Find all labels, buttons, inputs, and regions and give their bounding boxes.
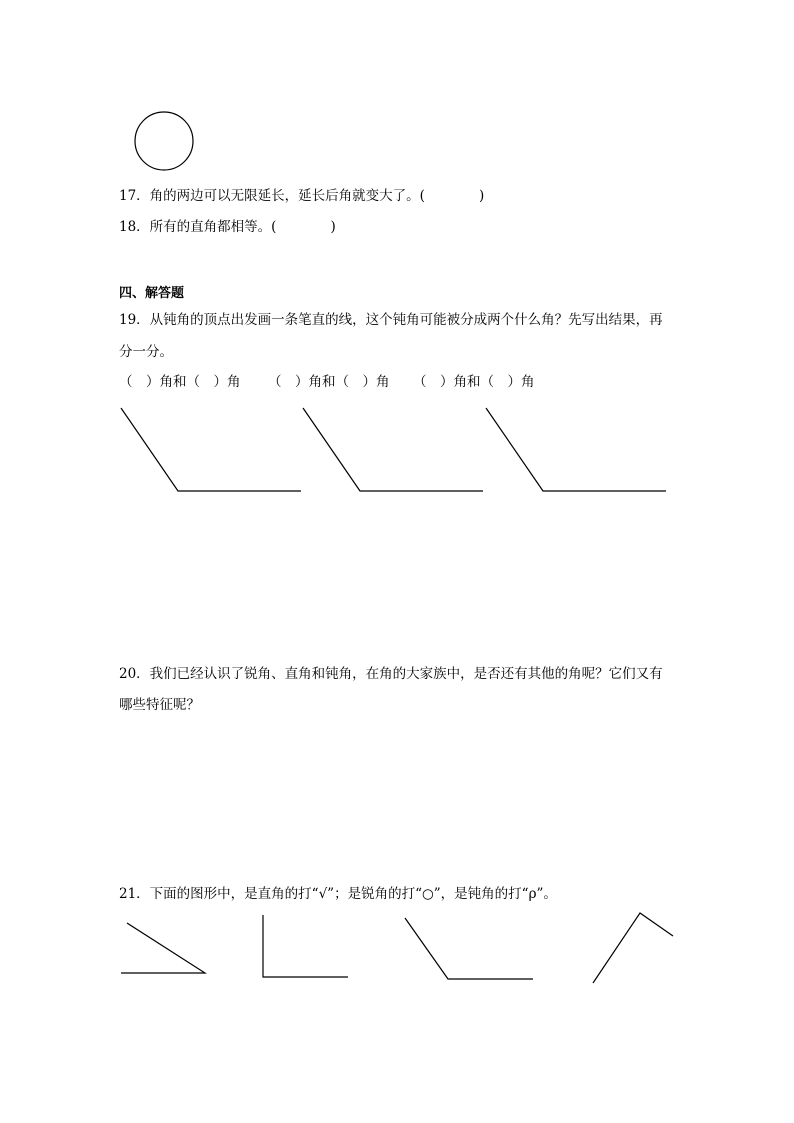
obtuse-angle-figure-1 xyxy=(121,408,301,491)
section-heading-answers: 四、解答题 xyxy=(119,286,185,301)
circle-figure xyxy=(135,112,193,170)
question-21: 21．下面的图形中，是直角的打“√”；是锐角的打“○”，是钝角的打“ρ”。 xyxy=(119,886,557,902)
angle-figure-obtuse-tilted xyxy=(593,913,673,983)
angle-figure-acute xyxy=(121,923,205,973)
question-20-line1: 20．我们已经认识了锐角、直角和钝角，在角的大家族中，是否还有其他的角呢？它们又有 xyxy=(119,666,663,682)
question-18: 18．所有的直角都相等。( ) xyxy=(119,219,336,235)
obtuse-angle-figure-2 xyxy=(303,408,483,491)
obtuse-angle-figure-3 xyxy=(486,408,666,491)
answer-blank-1: （ ）角和（ ）角 xyxy=(119,374,241,390)
answer-blank-3: （ ）角和（ ）角 xyxy=(413,374,535,390)
question-20-line2: 哪些特征呢？ xyxy=(119,697,200,713)
question-19-line2: 分一分。 xyxy=(119,344,173,360)
angle-figure-obtuse xyxy=(405,918,533,979)
question-19-line1: 19．从钝角的顶点出发画一条笔直的线，这个钝角可能被分成两个什么角？先写出结果，再 xyxy=(119,312,663,328)
question-17: 17．角的两边可以无限延长，延长后角就变大了。( ) xyxy=(119,188,485,204)
angle-figure-right xyxy=(263,915,348,977)
answer-blank-2: （ ）角和（ ）角 xyxy=(268,374,390,390)
